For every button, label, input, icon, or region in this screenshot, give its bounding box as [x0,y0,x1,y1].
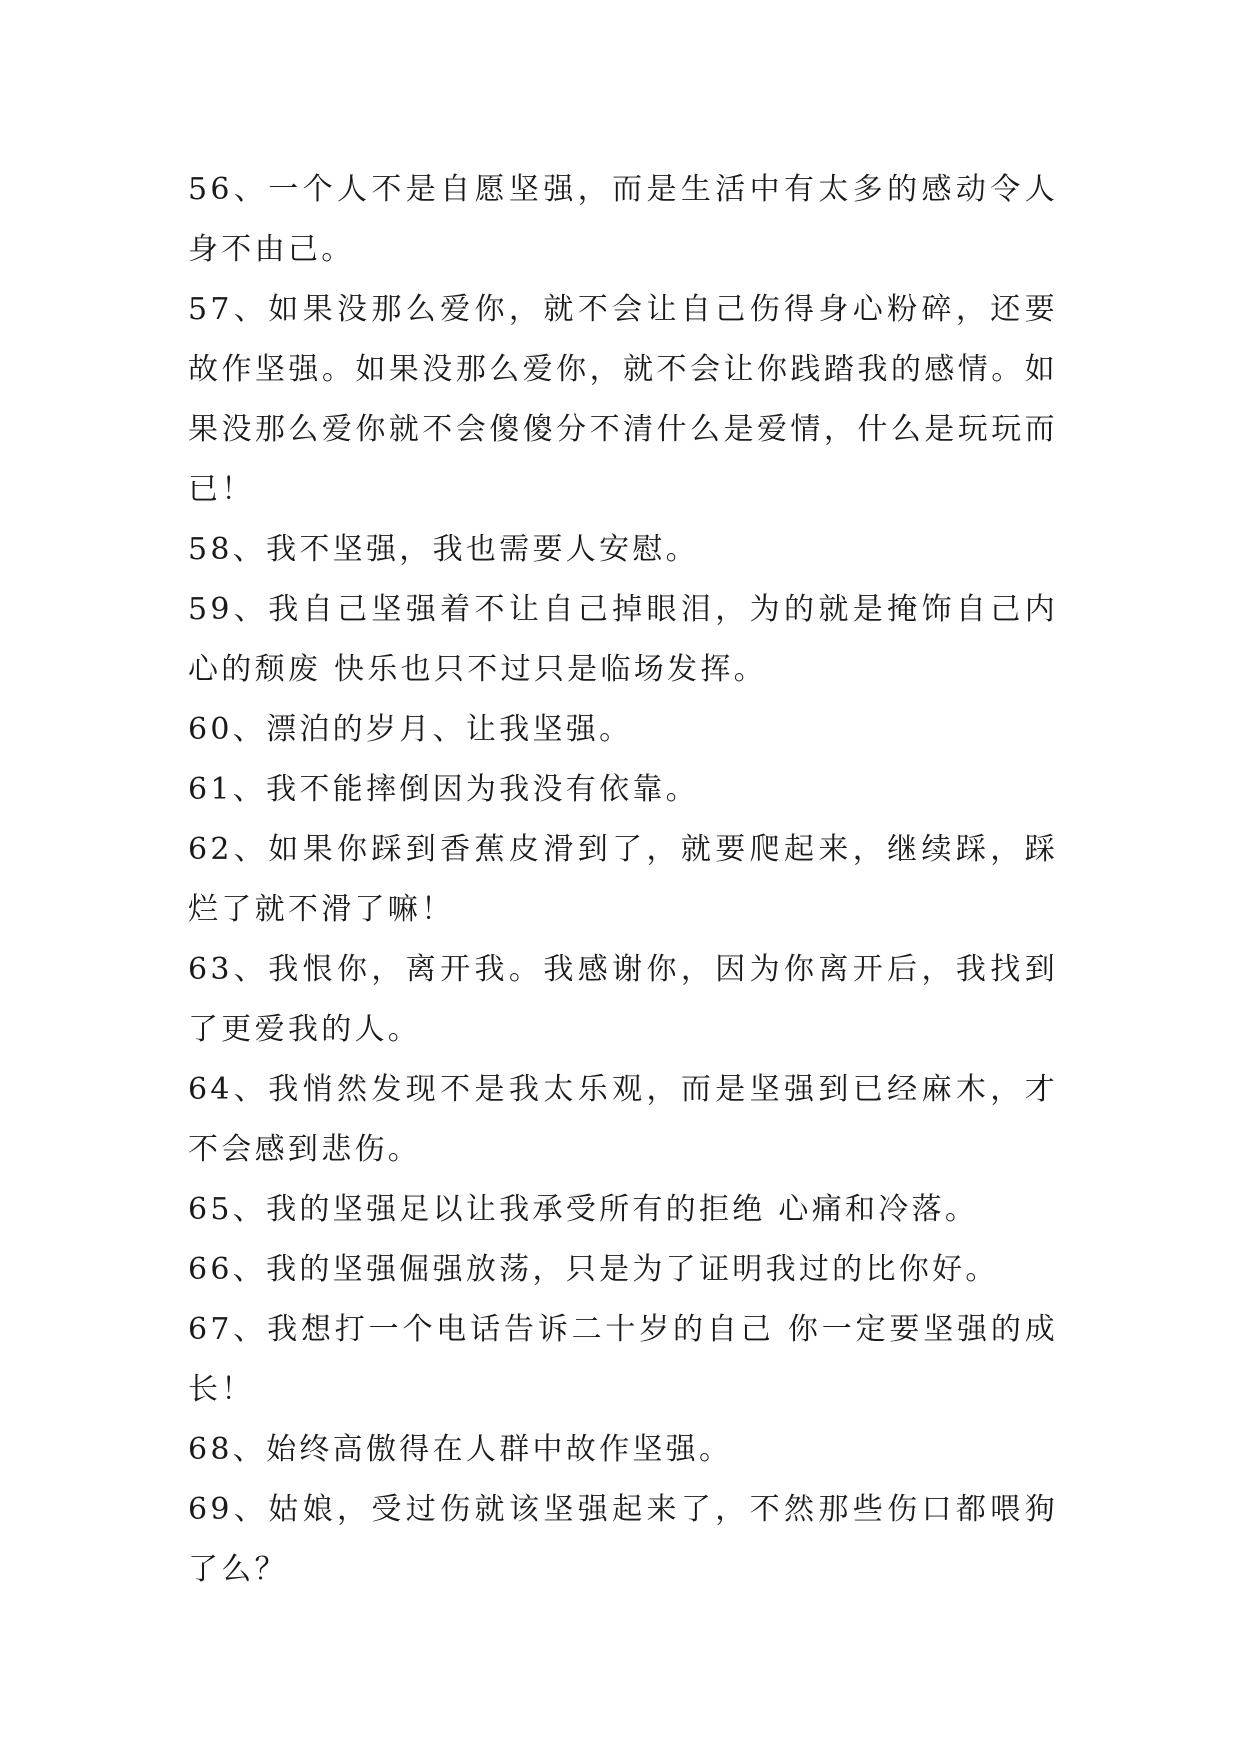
quote-65: 65、我的坚强足以让我承受所有的拒绝 心痛和冷落。 [188,1192,979,1227]
quote-68: 68、始终高傲得在人群中故作坚强。 [188,1432,733,1467]
quote-56: 56、一个人不是自愿坚强，而是生活中有太多的感动令人身不由己。 [188,172,1058,267]
quote-list [188,160,1058,1600]
quote-60: 60、漂泊的岁月、让我坚强。 [188,712,633,747]
quote-67: 67、我想打一个电话告诉二十岁的自己 你一定要坚强的成长！ [188,1312,1058,1407]
quote-69: 69、姑娘，受过伤就该坚强起来了，不然那些伤口都喂狗了么？ [188,1492,1058,1587]
quote-66: 66、我的坚强倔强放荡，只是为了证明我过的比你好。 [188,1252,999,1287]
quote-61: 61、我不能摔倒因为我没有依靠。 [188,772,699,807]
quote-64: 64、我悄然发现不是我太乐观，而是坚强到已经麻木，才不会感到悲伤。 [188,1072,1058,1167]
quote-57: 57、如果没那么爱你，就不会让自己伤得身心粉碎，还要故作坚强。如果没那么爱你，就不会让你践踏我的感情。如果没那么爱你就不会傻傻分不清什么是爱情，什么是玩玩而已！ [188,292,1058,507]
quote-58: 58、我不坚强，我也需要人安慰。 [188,532,699,567]
quote-63: 63、我恨你，离开我。我感谢你，因为你离开后，我找到了更爱我的人。 [188,952,1058,1047]
quote-59: 59、我自己坚强着不让自己掉眼泪，为的就是掩饰自己内心的颓废 快乐也只不过只是临场发挥。 [188,592,1058,687]
quote-62: 62、如果你踩到香蕉皮滑到了，就要爬起来，继续踩，踩烂了就不滑了嘛！ [188,832,1058,927]
